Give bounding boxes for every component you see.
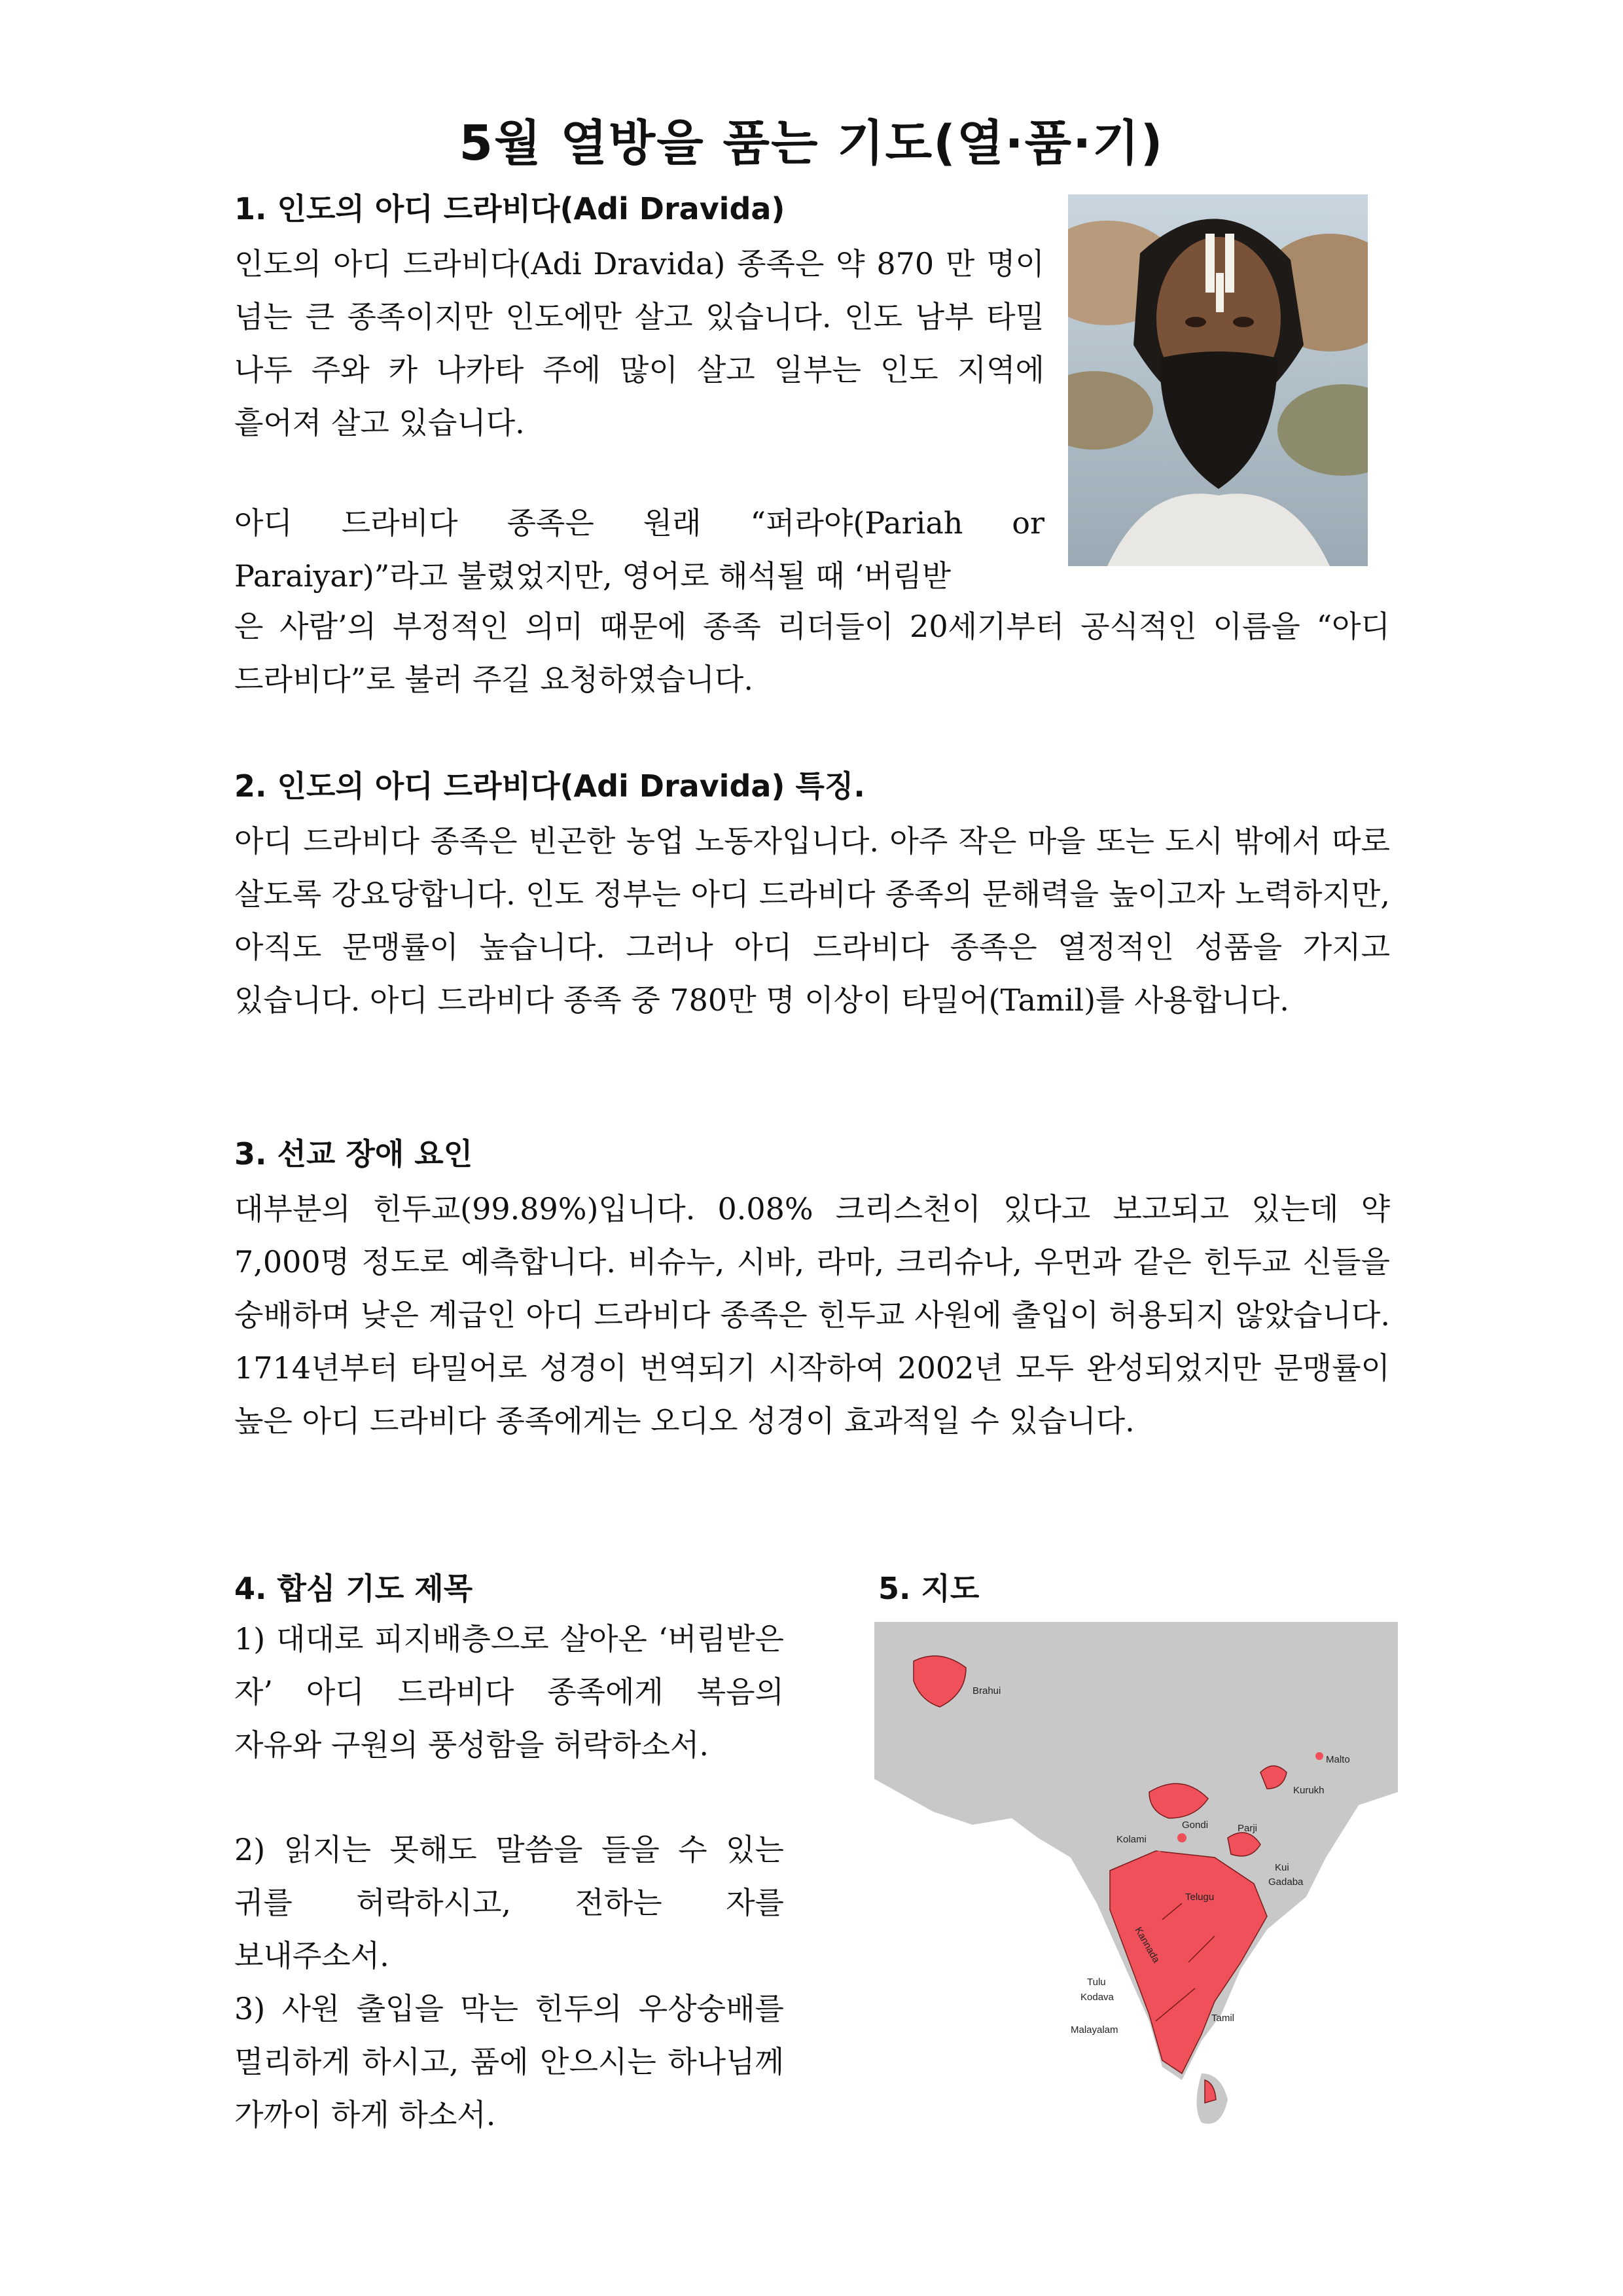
section2-heading: 2. 인도의 아디 드라비다(Adi Dravida) 특징. <box>234 768 865 804</box>
section1-heading: 1. 인도의 아디 드라비다(Adi Dravida) <box>234 191 785 226</box>
prayer-item-2: 2) 읽지는 못해도 말씀을 들을 수 있는 귀를 허락하시고, 전하는 자를 보내주소서. <box>234 1832 784 1973</box>
map-label-kui: Kui <box>1275 1862 1289 1873</box>
adi-dravida-man-photo <box>1068 194 1368 566</box>
prayer-item-3: 3) 사원 출입을 막는 힌두의 우상숭배를 멀리하게 하시고, 품에 안으시는 하나님께 가까이 하게 하소서. <box>234 1991 784 2132</box>
map-label-kannada: Kannada <box>1132 1925 1162 1965</box>
map-label-malayalam: Malayalam <box>1071 2024 1118 2036</box>
map-label-kolami: Kolami <box>1116 1834 1147 1845</box>
malto-dot <box>1315 1752 1323 1760</box>
map-label-tamil: Tamil <box>1211 2013 1235 2024</box>
map-label-telugu: Telugu <box>1185 1892 1215 1903</box>
section5-heading: 5. 지도 <box>878 1571 980 1606</box>
map-label-gadaba: Gadaba <box>1268 1876 1304 1888</box>
map-label-malto: Malto <box>1326 1754 1350 1765</box>
prayer-item-1: 1) 대대로 피지배층으로 살아온 ‘버림받은 자’ 아디 드라비다 종족에게 복음의 자유와 구원의 풍성함을 허락하소서. <box>234 1621 784 1763</box>
section1-paragraph-2: 아디 드라비다 종족은 원래 “퍼라야(Pariah or Paraiyar)”라고 불렸었지만, 영어로 해석될 때 ‘버림받 <box>234 505 1044 594</box>
section1-paragraph-1: 인도의 아디 드라비다(Adi Dravida) 종족은 약 870 만 명이 넘는 큰 종족이지만 인도에만 살고 있습니다. 인도 남부 타밀 나두 주와 카 나카타 주에 많이 살고 일부는 인도 지역에 흩어져 살고 있습니다. <box>234 246 1044 440</box>
section2-body: 아디 드라비다 종족은 빈곤한 농업 노동자입니다. 아주 작은 마을 또는 도시 밖에서 따로 살도록 강요당합니다. 인도 정부는 아디 드라비다 종족의 문해력을 높이고자 노력하지만, 아직도 문맹률이 높습니다. 그러나 아디 드라비다 종족은 열정적인 성품을 가지고 있습니다. 아디 드라비다 종족 중 780만 명 이상이 타밀어(Tamil)를 사용합니다. <box>234 823 1390 1018</box>
map-label-tulu: Tulu <box>1087 1977 1106 1988</box>
section3-heading: 3. 선교 장애 요인 <box>234 1136 473 1172</box>
page-title: 5월 열방을 품는 기도(열·품·기) <box>459 115 1164 171</box>
map-label-gondi: Gondi <box>1182 1820 1209 1831</box>
map-label-parji: Parji <box>1238 1823 1258 1834</box>
section4-heading: 4. 합심 기도 제목 <box>234 1571 473 1606</box>
map-label-kodava: Kodava <box>1080 1992 1114 2003</box>
map-label-brahui: Brahui <box>972 1685 1001 1696</box>
section1-paragraph-3: 은 사람’의 부정적인 의미 때문에 종족 리더들이 20세기부터 공식적인 이름을 “아디 드라비다”로 불러 주길 요청하였습니다. <box>234 609 1390 697</box>
section3-body: 대부분의 힌두교(99.89%)입니다. 0.08% 크리스천이 있다고 보고되고 있는데 약 7,000명 정도로 예측합니다. 비슈누, 시바, 라마, 크리슈나, 우먼과 같은 힌두교 신들을 숭배하며 낮은 계급인 아디 드라비다 종족은 힌두교 사원에 출입이 허용되지 않았습니다. 1714년부터 타밀어로 성경이 번역되기 시작하여 2002년 모두 완성되었지만 문맹률이 높은 아디 드라비다 종족에게는 오디오 성경이 효과적일 수 있습니다. <box>234 1191 1390 1439</box>
map-label-kurukh: Kurukh <box>1293 1785 1325 1796</box>
dravidian-languages-map <box>874 1622 1398 2132</box>
